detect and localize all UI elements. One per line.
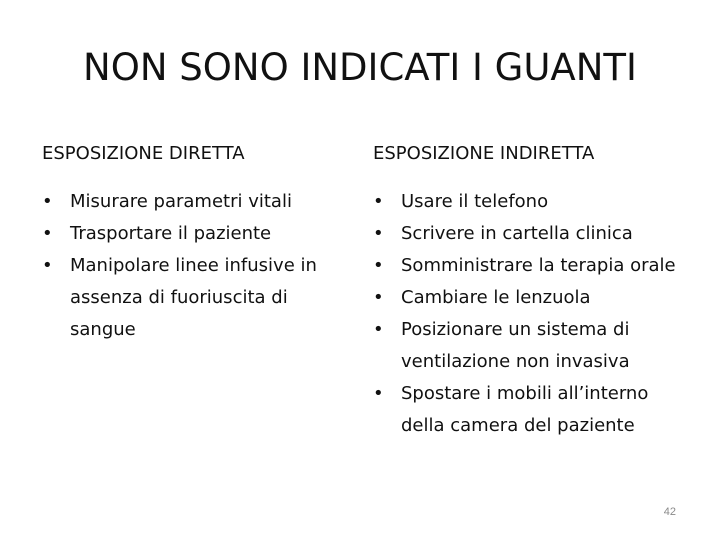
bullet-icon: • (373, 319, 384, 340)
list-item (373, 250, 683, 282)
page-number: 42 (663, 506, 676, 518)
list-item (42, 250, 354, 346)
bullet-icon: • (42, 191, 53, 212)
bullet-icon: • (373, 383, 384, 404)
list-item (42, 218, 354, 250)
list-item (373, 314, 683, 378)
list-item-text: Trasportare il paziente (70, 223, 272, 244)
list-item-text: Misurare parametri vitali (70, 191, 292, 212)
bullet-icon: • (42, 223, 53, 244)
left-bullet-list (42, 186, 354, 346)
bullet-icon: • (373, 255, 384, 276)
list-item (373, 378, 683, 442)
left-column-heading: ESPOSIZIONE DIRETTA (42, 143, 245, 164)
slide-title: NON SONO INDICATI I GUANTI (83, 46, 637, 89)
list-item (373, 282, 683, 314)
bullet-icon: • (373, 223, 384, 244)
right-bullet-list (373, 186, 683, 442)
list-item-text: Manipolare linee infusive in assenza di fuoriuscita di sangue (70, 255, 317, 340)
list-item (373, 186, 683, 218)
left-column (42, 142, 354, 346)
list-item-text: Somministrare la terapia orale (401, 255, 676, 276)
list-item (42, 186, 354, 218)
list-item-text: Usare il telefono (401, 191, 549, 212)
bullet-icon: • (373, 191, 384, 212)
list-item-text: Spostare i mobili all’interno della camera del paziente (401, 383, 649, 436)
bullet-icon: • (373, 287, 384, 308)
bullet-icon: • (42, 255, 53, 276)
right-column-heading: ESPOSIZIONE INDIRETTA (373, 143, 595, 164)
list-item (373, 218, 683, 250)
list-item-text: Cambiare le lenzuola (401, 287, 591, 308)
list-item-text: Scrivere in cartella clinica (401, 223, 633, 244)
list-item-text: Posizionare un sistema di ventilazione non invasiva (401, 319, 630, 372)
right-column (373, 142, 683, 442)
